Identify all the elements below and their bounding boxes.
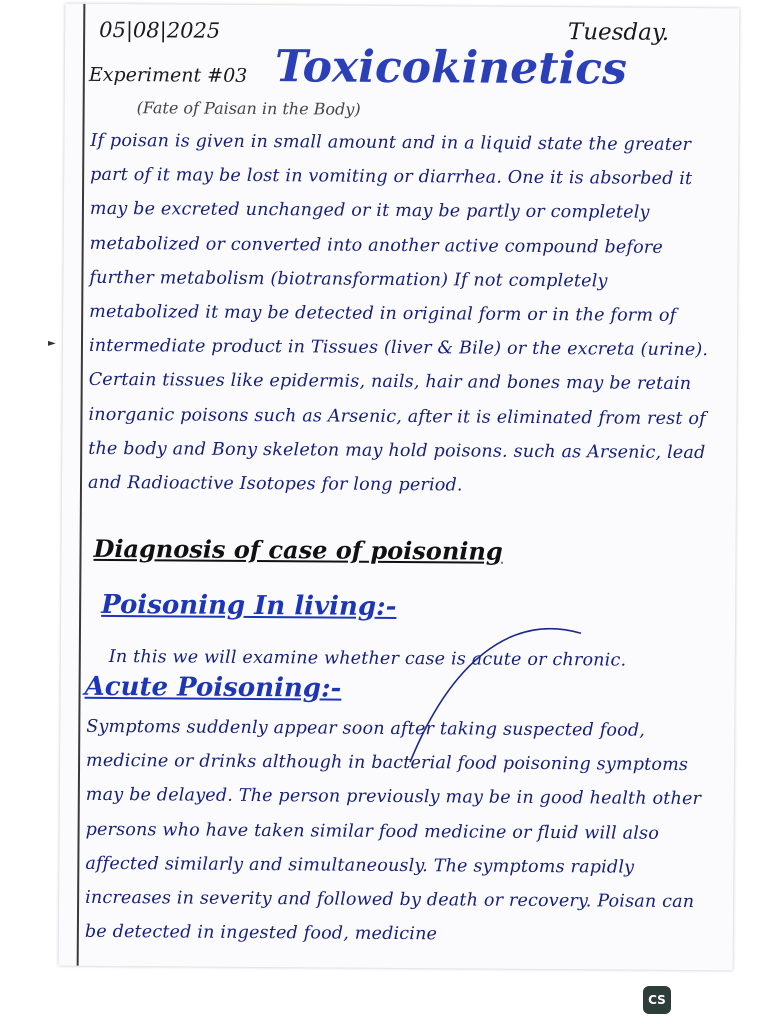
arrow-mark-icon: ►: [48, 338, 56, 349]
page-subtitle: (Fate of Paisan in the Body): [136, 98, 361, 119]
day: Tuesday.: [567, 19, 670, 46]
experiment-number: Experiment #03: [88, 63, 248, 87]
intro-paragraph: If poisan is given in small amount and in a liquid state the greater part of it may be lost in vomiting or diarrhea. One it is absorbed it may be excreted unchanged or it may be partly or completely metabolized or converted into another active compound before further metabolism (biotransformation) If not completely metabolized it may be detected in original form or in the form of intermediate product in Tissues (liver & Bile) or the excreta (urine). Certain tissues like epidermis, nails, hair and bones may be retain inorganic poisons such as Arsenic, after it is eliminated from rest of the body and Bony skeleton may hold poisons. such as Arsenic, lead and Radioactive Isotopes for long period.: [87, 130, 709, 496]
heading-poisoning-in-living: Poisoning In living:-: [101, 589, 397, 622]
notebook-page: [59, 4, 740, 971]
date: 05|08|2025: [99, 17, 221, 43]
heading-acute-poisoning: Acute Poisoning:-: [84, 671, 342, 704]
living-text: In this we will examine whether case is acute or chronic.: [108, 646, 627, 671]
page-title: Toxicokinetics: [274, 41, 628, 95]
heading-diagnosis: Diagnosis of case of poisoning: [93, 533, 503, 566]
camscanner-logo-icon: CS: [643, 986, 671, 1014]
acute-paragraph: Symptoms suddenly appear soon after taking suspected food, medicine or drinks although in bacterial food poisoning symptoms may be delayed. The person previously may be in good health other persons who have taken similar food medicine or fluid will also affected similarly and simultaneously. The symptoms rapidly increases in severity and followed by death or recovery. Poisan can be detected in ingested food, medicine: [84, 716, 702, 945]
margin-line: [77, 4, 86, 966]
